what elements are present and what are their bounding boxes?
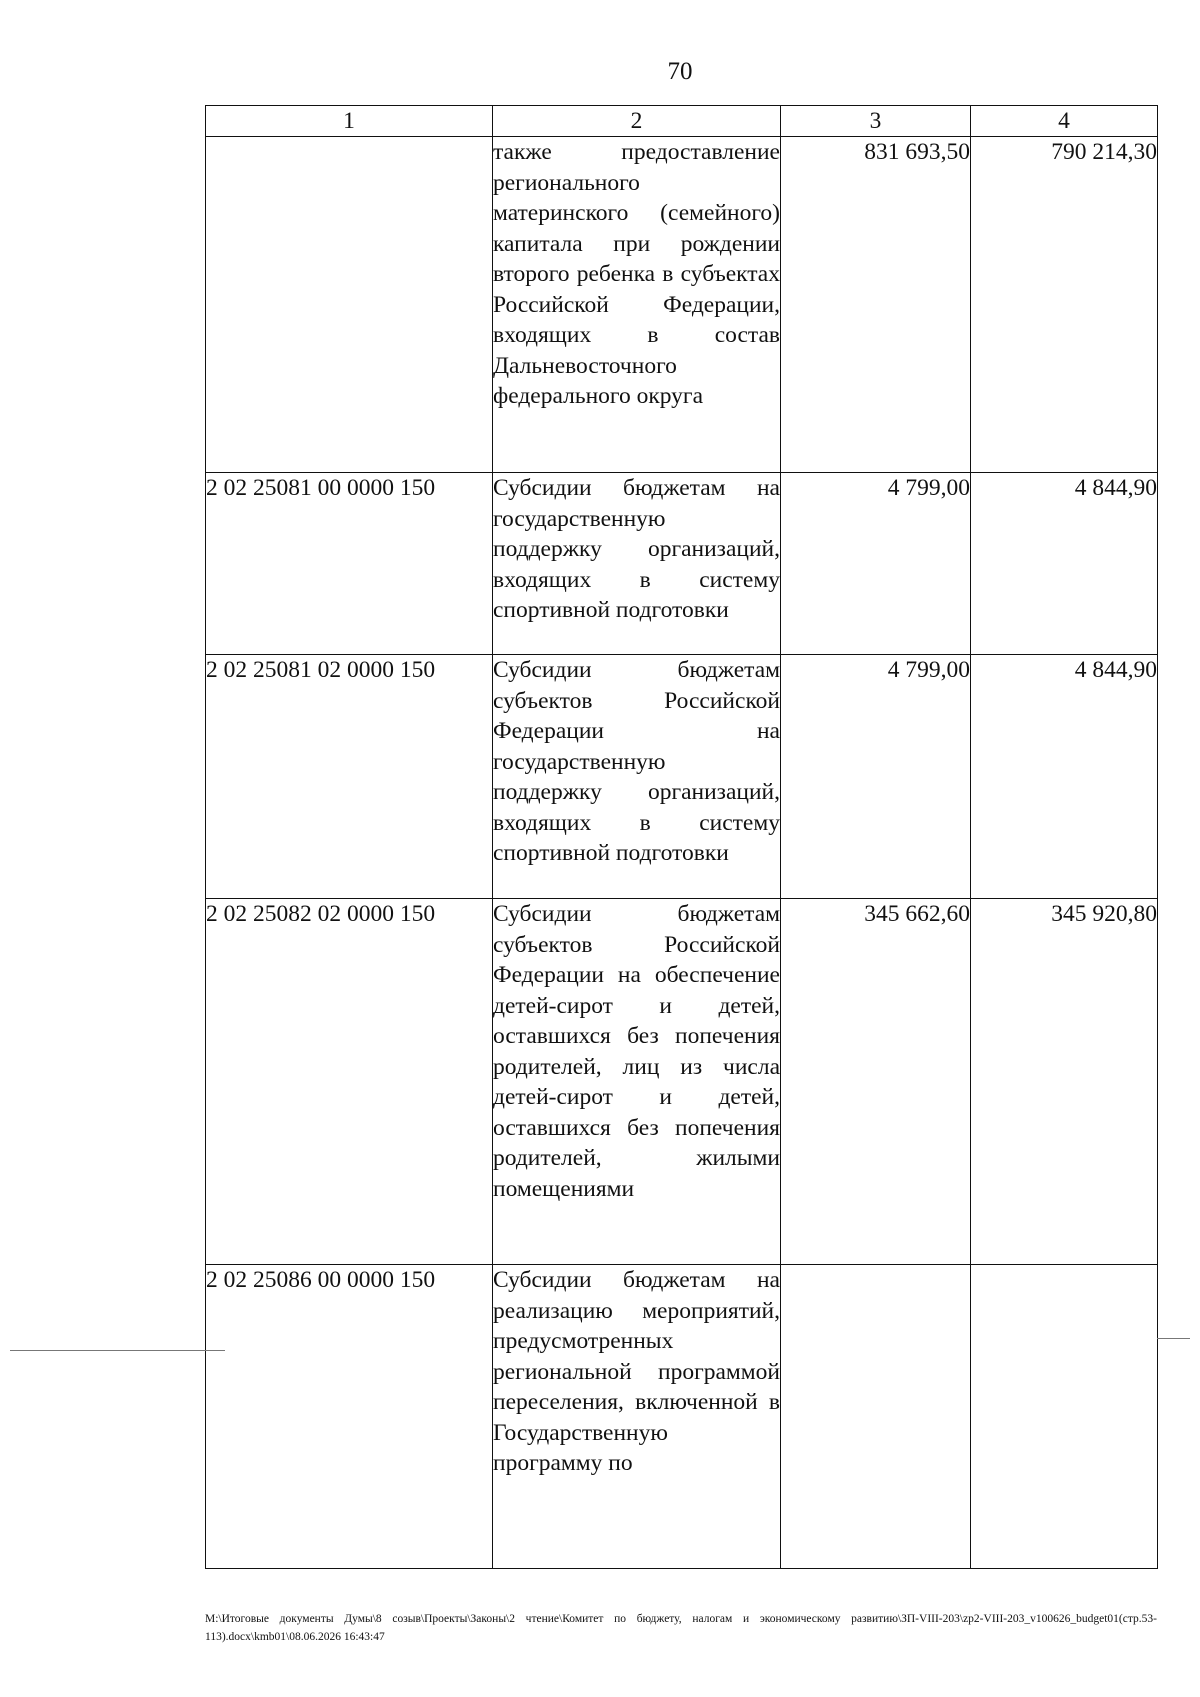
row-description: также предоставление регионального материнского (семейного) капитала при рождении второго ребенка в субъектах Российской Федерации, входящих в состав Дальневосточного федерального округа [493,137,781,473]
column-header-2: 2 [493,106,781,137]
row-value-col3 [781,1265,971,1569]
column-header-3: 3 [781,106,971,137]
row-value-col3: 345 662,60 [781,899,971,1265]
table-row [206,899,1158,1265]
scan-artifact-line-left [10,1350,225,1351]
row-value-col4: 345 920,80 [971,899,1158,1265]
column-header-4: 4 [971,106,1158,137]
row-value-col3: 831 693,50 [781,137,971,473]
budget-table [205,105,1158,1569]
table-row [206,137,1158,473]
row-value-col4: 4 844,90 [971,473,1158,655]
row-code: 2 02 25081 00 0000 150 [206,473,493,655]
row-description: Субсидии бюджетам на реализацию мероприятий, предусмотренных региональной программой переселения, включенной в Государственную программу по [493,1265,781,1569]
row-description: Субсидии бюджетам субъектов Российской Федерации на государственную поддержку организаций, входящих в систему спортивной подготовки [493,655,781,899]
page-number: 70 [667,58,693,85]
column-header-1: 1 [206,106,493,137]
table-row [206,473,1158,655]
row-value-col4 [971,1265,1158,1569]
row-value-col4: 790 214,30 [971,137,1158,473]
row-code: 2 02 25081 02 0000 150 [206,655,493,899]
row-code [206,137,493,473]
table-row [206,655,1158,899]
document-footer-path: M:\Итоговые документы Думы\8 созыв\Проекты\Законы\2 чтение\Комитет по бюджету, налогам и экономическому развитию\ЗП-VIII-203\zp2-VIII-203_v100626_budget01(стр.53-113).docx\kmb01\08.06.2026 16:43:47 [205,1613,1157,1643]
row-value-col4: 4 844,90 [971,655,1158,899]
scan-artifact-line-right [1157,1338,1190,1339]
row-value-col3: 4 799,00 [781,473,971,655]
row-description: Субсидии бюджетам субъектов Российской Федерации на обеспечение детей-сирот и детей, оставшихся без попечения родителей, лиц из числа детей-сирот и детей, оставшихся без попечения родителей, жилыми помещениями [493,899,781,1265]
row-description: Субсидии бюджетам на государственную поддержку организаций, входящих в систему спортивной подготовки [493,473,781,655]
row-code: 2 02 25082 02 0000 150 [206,899,493,1265]
table-row [206,1265,1158,1569]
row-code: 2 02 25086 00 0000 150 [206,1265,493,1569]
row-value-col3: 4 799,00 [781,655,971,899]
table-header-row [206,106,1158,137]
